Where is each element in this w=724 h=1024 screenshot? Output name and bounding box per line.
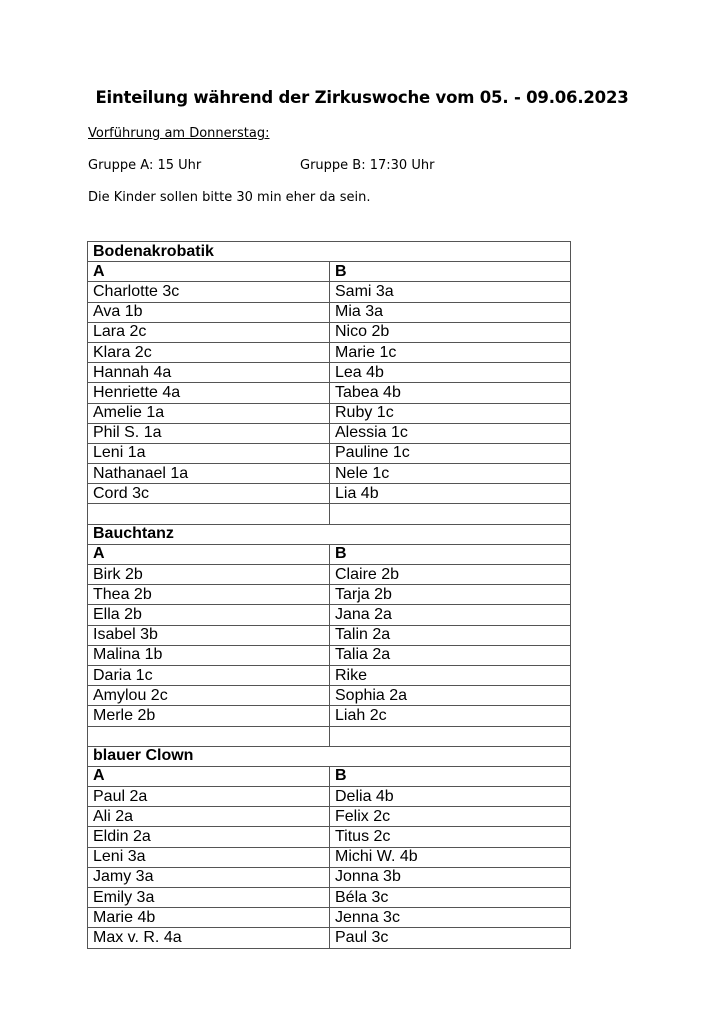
group-a-cell: Charlotte 3c (88, 282, 330, 302)
group-b-cell: Talia 2a (330, 645, 571, 665)
group-b-cell: Pauline 1c (330, 443, 571, 463)
group-b-cell: Nico 2b (330, 322, 571, 342)
section-title-row (88, 242, 571, 262)
group-b-cell: Delia 4b (330, 787, 571, 807)
table-row (88, 888, 571, 908)
group-b-cell: Liah 2c (330, 706, 571, 726)
table-row (88, 827, 571, 847)
group-b-cell: Béla 3c (330, 888, 571, 908)
group-b-cell: Nele 1c (330, 464, 571, 484)
group-a-cell: Phil S. 1a (88, 423, 330, 443)
group-b-cell: Felix 2c (330, 807, 571, 827)
table-row (88, 605, 571, 625)
page-title: Einteilung während der Zirkuswoche vom 05. - 09.06.2023 (95, 88, 629, 107)
group-b-cell: Talin 2a (330, 625, 571, 645)
empty-cell (88, 504, 330, 524)
group-b-cell: Sophia 2a (330, 686, 571, 706)
arrival-note: Die Kinder sollen bitte 30 min eher da sein. (88, 190, 371, 205)
group-a-header: A (88, 544, 330, 564)
table-row (88, 565, 571, 585)
group-a-header: A (88, 766, 330, 786)
group-a-cell: Henriette 4a (88, 383, 330, 403)
group-b-header: B (330, 262, 571, 282)
group-a-cell: Amylou 2c (88, 686, 330, 706)
table-row (88, 282, 571, 302)
group-b-cell: Lia 4b (330, 484, 571, 504)
section-title: blauer Clown (88, 746, 571, 766)
table-row (88, 847, 571, 867)
group-b-cell: Tabea 4b (330, 383, 571, 403)
empty-cell (330, 726, 571, 746)
table-row (88, 423, 571, 443)
group-header-row (88, 544, 571, 564)
spacer-row (88, 726, 571, 746)
group-a-cell: Leni 3a (88, 847, 330, 867)
table-row (88, 625, 571, 645)
group-b-cell: Michi W. 4b (330, 847, 571, 867)
table-row (88, 302, 571, 322)
group-a-header: A (88, 262, 330, 282)
group-header-row (88, 766, 571, 786)
table-row (88, 686, 571, 706)
group-b-cell: Paul 3c (330, 928, 571, 948)
group-header-row (88, 262, 571, 282)
table-row (88, 342, 571, 362)
table-row (88, 484, 571, 504)
table-row (88, 363, 571, 383)
group-a-cell: Nathanael 1a (88, 464, 330, 484)
group-a-cell: Ava 1b (88, 302, 330, 322)
group-b-cell: Claire 2b (330, 565, 571, 585)
group-a-cell: Ali 2a (88, 807, 330, 827)
table-row (88, 403, 571, 423)
group-a-cell: Max v. R. 4a (88, 928, 330, 948)
group-a-cell: Marie 4b (88, 908, 330, 928)
group-b-cell: Rike (330, 665, 571, 685)
group-b-cell: Sami 3a (330, 282, 571, 302)
table-row (88, 706, 571, 726)
table-row (88, 645, 571, 665)
group-b-cell: Alessia 1c (330, 423, 571, 443)
table-row (88, 908, 571, 928)
section-title-row (88, 524, 571, 544)
group-b-cell: Tarja 2b (330, 585, 571, 605)
performance-subtitle: Vorführung am Donnerstag: (88, 126, 270, 141)
table-row (88, 807, 571, 827)
group-a-cell: Leni 1a (88, 443, 330, 463)
section-title-row (88, 746, 571, 766)
group-b-cell: Jonna 3b (330, 867, 571, 887)
group-b-cell: Lea 4b (330, 363, 571, 383)
group-a-cell: Daria 1c (88, 665, 330, 685)
section-title: Bauchtanz (88, 524, 571, 544)
table-row (88, 867, 571, 887)
group-b-cell: Jana 2a (330, 605, 571, 625)
group-a-cell: Emily 3a (88, 888, 330, 908)
group-a-cell: Klara 2c (88, 342, 330, 362)
group-a-cell: Paul 2a (88, 787, 330, 807)
group-a-time: Gruppe A: 15 Uhr (88, 158, 202, 173)
group-b-time: Gruppe B: 17:30 Uhr (300, 158, 435, 173)
table-row (88, 585, 571, 605)
group-assignment-table (87, 241, 571, 949)
group-b-cell: Mia 3a (330, 302, 571, 322)
group-b-header: B (330, 544, 571, 564)
group-a-cell: Lara 2c (88, 322, 330, 342)
spacer-row (88, 504, 571, 524)
table-row (88, 383, 571, 403)
section-title: Bodenakrobatik (88, 242, 571, 262)
empty-cell (330, 504, 571, 524)
group-times (88, 158, 435, 173)
group-a-cell: Ella 2b (88, 605, 330, 625)
group-b-cell: Marie 1c (330, 342, 571, 362)
group-b-cell: Ruby 1c (330, 403, 571, 423)
group-a-cell: Cord 3c (88, 484, 330, 504)
group-b-cell: Jenna 3c (330, 908, 571, 928)
group-a-cell: Merle 2b (88, 706, 330, 726)
group-a-cell: Jamy 3a (88, 867, 330, 887)
table-row (88, 464, 571, 484)
group-a-cell: Eldin 2a (88, 827, 330, 847)
group-a-cell: Amelie 1a (88, 403, 330, 423)
table-row (88, 322, 571, 342)
group-a-cell: Hannah 4a (88, 363, 330, 383)
group-a-cell: Malina 1b (88, 645, 330, 665)
empty-cell (88, 726, 330, 746)
table-row (88, 665, 571, 685)
group-b-header: B (330, 766, 571, 786)
table-body (88, 242, 571, 949)
table-row (88, 787, 571, 807)
table-row (88, 443, 571, 463)
group-a-cell: Isabel 3b (88, 625, 330, 645)
group-a-cell: Birk 2b (88, 565, 330, 585)
group-b-cell: Titus 2c (330, 827, 571, 847)
group-a-cell: Thea 2b (88, 585, 330, 605)
table-row (88, 928, 571, 948)
